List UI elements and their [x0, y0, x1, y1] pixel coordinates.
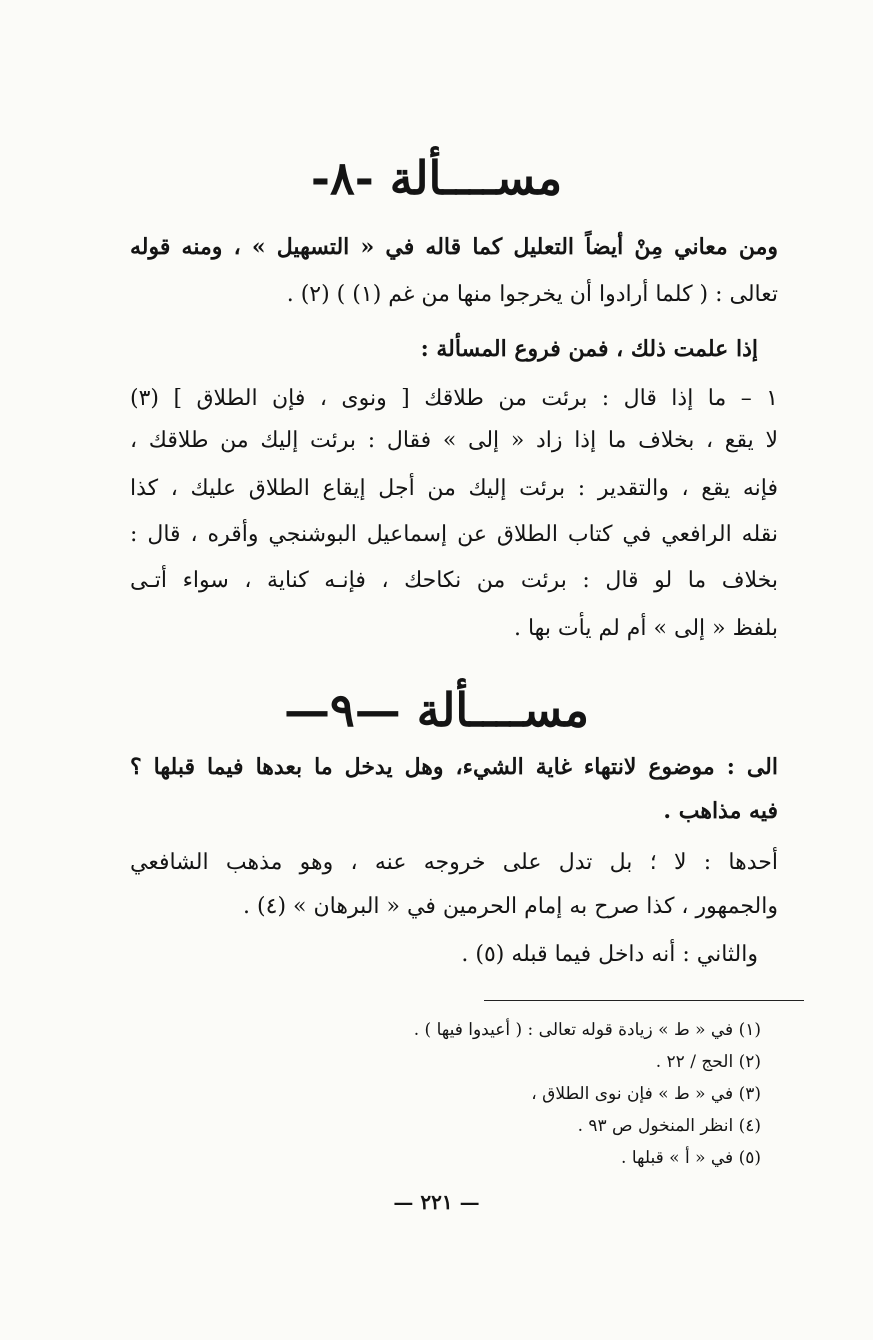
footnote: (١) في « ط » زيادة قوله تعالى : ( أعيدوا فيها ) .: [413, 1020, 761, 1040]
footnote: (٣) في « ط » فإن نوى الطلاق ،: [531, 1084, 761, 1104]
text-line: تعالى : ( كلما أرادوا أن يخرجوا منها من غم (١) ) (٢) .: [286, 282, 778, 307]
text-line: نقله الرافعي في كتاب الطلاق عن إسماعيل البوشنجي وأقره ، قال :: [130, 522, 778, 547]
issue-9-heading: مســــألة —٩—: [283, 683, 589, 737]
text-line: الى : موضوع لانتهاء غاية الشيء، وهل يدخل ما بعدها فيما قبلها ؟: [130, 754, 778, 780]
footnote: (٥) في « أ » قبلها .: [621, 1148, 761, 1168]
footnote-divider: [484, 1000, 804, 1001]
text-line: والثاني : أنه داخل فيما قبله (٥) .: [461, 942, 758, 967]
footnote: (٢) الحج / ٢٢ .: [655, 1052, 761, 1072]
page-number: — ٢٢١ —: [393, 1190, 480, 1214]
text-line: بخلاف ما لو قال : برئت من نكاحك ، فإنـه كناية ، سواء أتـى: [130, 568, 778, 593]
text-line: ١ – ما إذا قال : برئت من طلاقك [ ونوى ، فإن الطلاق ] (٣): [130, 386, 778, 411]
issue-8-heading: مســــألة -٨-: [310, 151, 563, 205]
text-line: إذا علمت ذلك ، فمن فروع المسألة :: [420, 336, 758, 362]
text-line: بلفظ « إلى » أم لم يأت بها .: [513, 616, 778, 641]
text-line: فإنه يقع ، والتقدير : برئت إليك من أجل إيقاع الطلاق عليك ، كذا: [130, 476, 778, 501]
text-line: فيه مذاهب .: [663, 798, 778, 824]
text-line: أحدها : لا ؛ بل تدل على خروجه عنه ، وهو مذهب الشافعي: [130, 850, 778, 875]
footnote: (٤) انظر المنخول ص ٩٣ .: [577, 1116, 761, 1136]
text-line: ومن معاني مِنْ أيضاً التعليل كما قاله في « التسهيل » ، ومنه قوله: [130, 234, 778, 260]
text-line: لا يقع ، بخلاف ما إذا زاد « إلى » فقال : برئت إليك من طلاقك ،: [130, 428, 778, 453]
text-line: والجمهور ، كذا صرح به إمام الحرمين في « البرهان » (٤) .: [243, 894, 778, 919]
